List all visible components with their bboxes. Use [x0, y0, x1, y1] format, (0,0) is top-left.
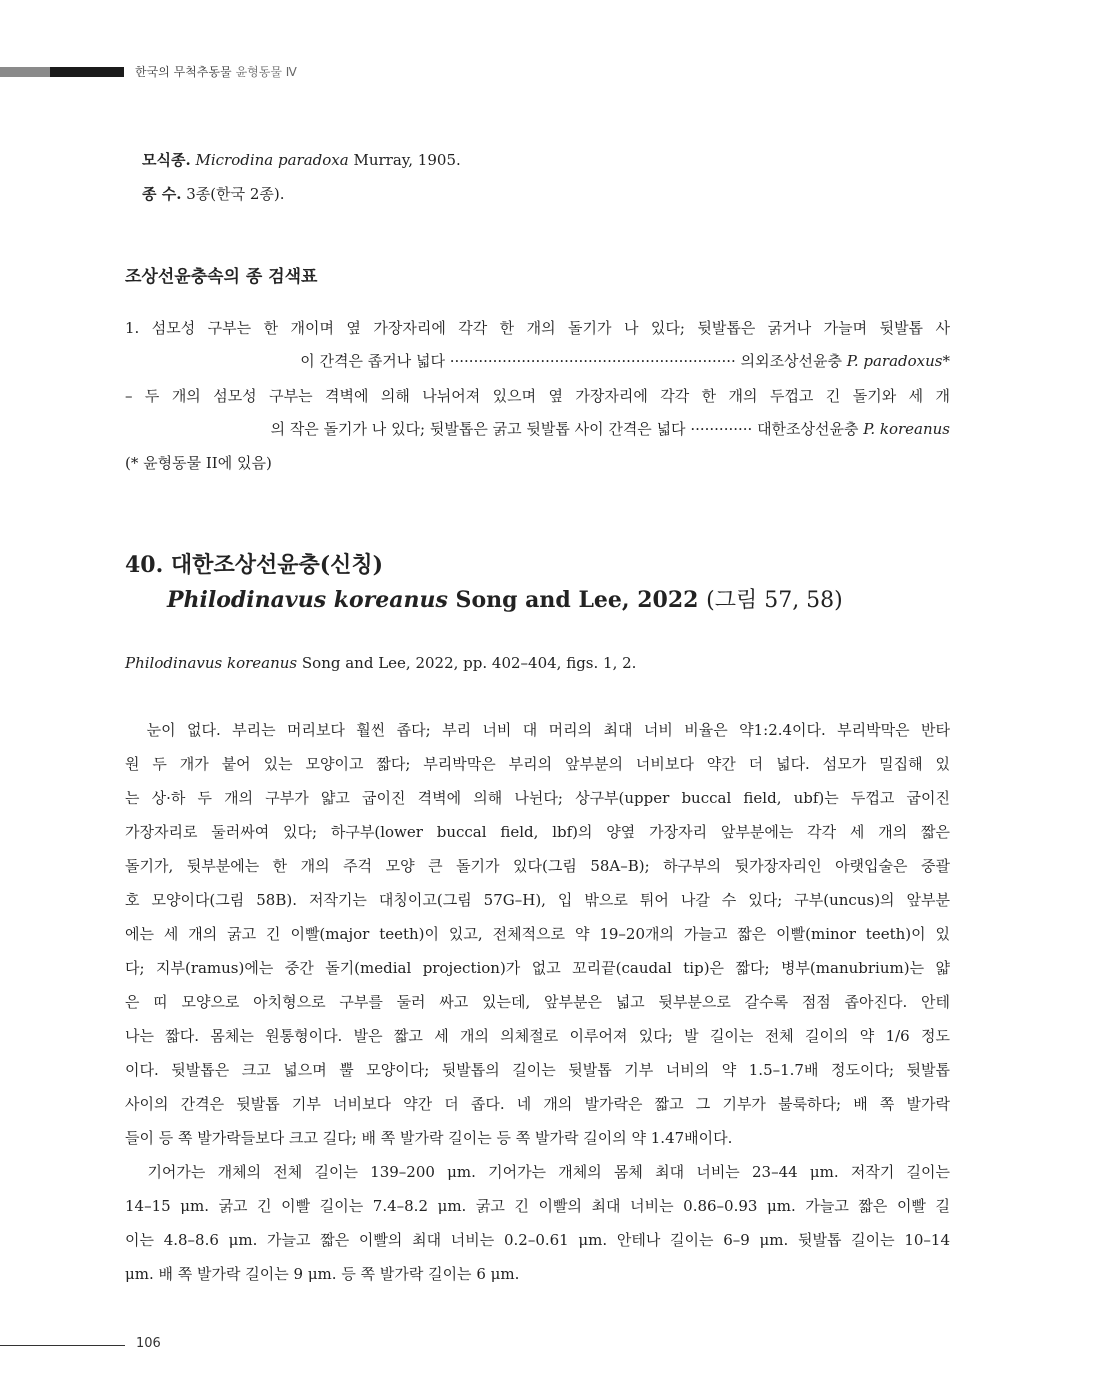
description-line: 사이의 간격은 뒷발톱 기부 너비보다 약간 더 좁다. 네 개의 발가락은 짧고 그 기부가 불룩하다; 배 쪽 발가락	[125, 1095, 950, 1113]
species-heading-fig-ref: (그림 57, 58)	[706, 588, 843, 613]
running-header	[0, 62, 600, 78]
key-item2-line1: – 두 개의 섬모성 구부는 격벽에 의해 나뉘어져 있으며 옆 가장자리에 각각 한 개의 두껍고 긴 돌기와 세 개	[125, 387, 950, 405]
header-volume: 윤형동물 Ⅳ	[235, 65, 297, 79]
species-count-line	[142, 178, 842, 211]
key-item2-text: 의 작은 돌기가 나 있다; 뒷발톱은 굵고 뒷발톱 사이 간격은 넓다 ············· 대한조상선윤충	[270, 420, 864, 438]
description-line: 들이 등 쪽 발가락들보다 크고 길다; 배 쪽 발가락 길이는 등 쪽 발가락 길이의 약 1.47배이다.	[125, 1129, 733, 1147]
type-species-line	[142, 144, 842, 177]
description-line: 는 상·하 두 개의 구부가 얇고 굽이진 격벽에 의해 나뉜다; 상구부(upper buccal field, ubf)는 두껍고 굽이진	[125, 789, 950, 807]
citation-text: Song and Lee, 2022, pp. 402–404, figs. 1, 2.	[297, 654, 637, 672]
key-item1-line1: 1. 섬모성 구부는 한 개이며 옆 가장자리에 각각 한 개의 돌기가 나 있다; 뒷발톱은 굵거나 가늘며 뒷발톱 사	[125, 319, 950, 337]
key-item2-sci: P. koreanus	[863, 420, 950, 438]
key-item1-mark: *	[942, 352, 950, 370]
footer-rule	[0, 1345, 125, 1346]
description-line: 이다. 뒷발톱은 크고 넓으며 뿔 모양이다; 뒷발톱의 길이는 뒷발톱 기부 너비의 약 1.5–1.7배 정도이다; 뒷발톱	[125, 1061, 950, 1079]
measurement-line: 14–15 μm. 굵고 긴 이빨 길이는 7.4–8.2 μm. 굵고 긴 이빨의 최대 너비는 0.86–0.93 μm. 가늘고 짧은 이빨 길	[125, 1197, 950, 1215]
measurement-line: 이는 4.8–8.6 μm. 가늘고 짧은 이빨의 최대 너비는 0.2–0.61 μm. 안테나 길이는 6–9 μm. 뒷발톱 길이는 10–14	[125, 1231, 950, 1249]
page-number: 106	[136, 1336, 161, 1351]
description-line: 나는 짧다. 몸체는 원통형이다. 발은 짧고 세 개의 의체절로 이루어져 있다; 발 길이는 전체 길이의 약 1/6 정도	[125, 1027, 950, 1045]
description-line: 가장자리로 둘러싸여 있다; 하구부(lower buccal field, lbf)의 양옆 가장자리 앞부분에는 각각 세 개의 짧은	[125, 823, 950, 841]
measurement-line: μm. 배 쪽 발가락 길이는 9 μm. 등 쪽 발가락 길이는 6 μm.	[125, 1265, 520, 1283]
measurement-line: 기어가는 개체의 전체 길이는 139–200 μm. 기어가는 개체의 몸체 최대 너비는 23–44 μm. 저작기 길이는	[125, 1163, 950, 1181]
key-item2-line2	[125, 413, 950, 446]
header-book-title: 한국의 무척추동물	[135, 65, 232, 79]
description-line: 호 모양이다(그림 58B). 저작기는 대칭이고(그림 57G–H), 입 밖으로 튀어 나갈 수 있다; 구부(uncus)의 앞부분	[125, 891, 950, 909]
type-species-author: Murray, 1905.	[348, 151, 461, 169]
description-line: 원 두 개가 붙어 있는 모양이고 짧다; 부리박막은 부리의 앞부분의 너비보다 약간 더 넓다. 섬모가 밀집해 있	[125, 755, 950, 773]
citation-sci-name: Philodinavus koreanus	[125, 654, 298, 672]
key-note: (* 윤형동물 II에 있음)	[125, 454, 272, 472]
description-line: 돌기가, 뒷부분에는 한 개의 주걱 모양 큰 돌기가 있다(그림 58A–B); 하구부의 뒷가장자리인 아랫입술은 중괄	[125, 857, 950, 875]
description-line: 다; 지부(ramus)에는 중간 돌기(medial projection)가 없고 꼬리끝(caudal tip)은 짧다; 병부(manubrium)는 얇	[125, 959, 950, 977]
species-heading-title: 40. 대한조상선윤충(신칭)	[125, 552, 384, 578]
description-line: 에는 세 개의 굵고 긴 이빨(major teeth)이 있고, 전체적으로 약 19–20개의 가늘고 짧은 이빨(minor teeth)이 있	[125, 925, 950, 943]
type-species-name: Microdina paradoxa	[195, 151, 349, 169]
key-item1-text: 이 간격은 좁거나 넓다 ···························································· 의외조상선윤충	[300, 352, 847, 370]
header-text	[135, 63, 297, 80]
key-title: 조상선윤충속의 종 검색표	[125, 267, 318, 287]
species-count-text: 3종(한국 2종).	[181, 185, 285, 203]
description-line: 눈이 없다. 부리는 머리보다 훨씬 좁다; 부리 너비 대 머리의 최대 너비 비율은 약1:2.4이다. 부리박막은 반타	[125, 721, 950, 739]
species-count-label: 종 수.	[142, 185, 182, 203]
species-heading-sci	[167, 582, 843, 619]
key-item1-line2	[125, 345, 950, 378]
species-heading-author: Song and Lee, 2022	[447, 587, 707, 613]
header-bar-gray	[0, 67, 50, 77]
citation	[125, 647, 950, 680]
description-line: 은 띠 모양으로 아치형으로 구부를 둘러 싸고 있는데, 앞부분은 넓고 뒷부분으로 갈수록 점점 좁아진다. 안테	[125, 993, 950, 1011]
header-bar-black	[50, 67, 124, 77]
species-heading-sci-name: Philodinavus koreanus	[167, 587, 448, 613]
key-item1-sci: P. paradoxus	[846, 352, 943, 370]
type-species-label: 모식종.	[142, 151, 191, 169]
